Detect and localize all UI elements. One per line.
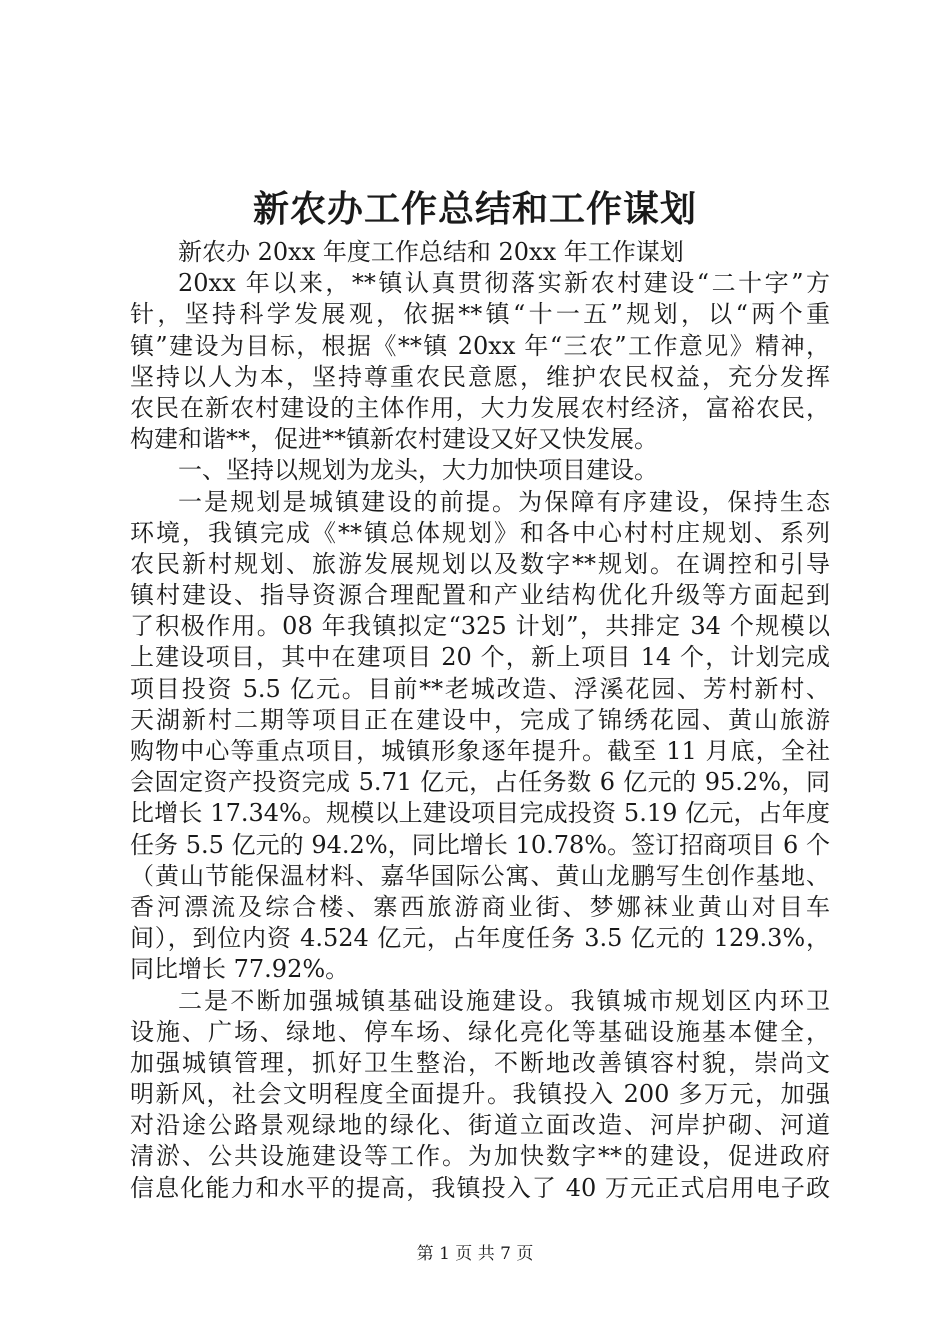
paragraph-line: （黄山节能保温材料、嘉华国际公寓、黄山龙鹏写生创作基地、 [130, 861, 830, 890]
paragraph-line: 环境，我镇完成《**镇总体规划》和各中心村村庄规划、系列 [130, 518, 830, 547]
paragraph-line: 同比增长 77.92%。 [130, 955, 350, 984]
paragraph-line: 香河漂流及综合楼、寨西旅游商业街、梦娜袜业黄山对目车 [130, 892, 830, 921]
paragraph-line: 天湖新村二期等项目正在建设中，完成了锦绣花园、黄山旅游 [130, 705, 830, 734]
paragraph-line: 设施、广场、绿地、停车场、绿化亮化等基础设施基本健全， [130, 1017, 830, 1046]
paragraph-line: 间），到位内资 4.524 亿元，占年度任务 3.5 亿元的 129.3%， [130, 924, 830, 953]
paragraph-line: 农民在新农村建设的主体作用，大力发展农村经济，富裕农民， [130, 393, 830, 422]
paragraph-line: 购物中心等重点项目，城镇形象逐年提升。截至 11 月底，全社 [130, 737, 830, 765]
paragraph-line: 会固定资产投资完成 5.71 亿元，占任务数 6 亿元的 95.2%，同 [130, 768, 830, 797]
subtitle-line: 新农办 20xx 年度工作总结和 20xx 年工作谋划 [178, 238, 684, 266]
paragraph-line: 了积极作用。08 年我镇拟定“325 计划”，共排定 34 个规模以 [130, 612, 830, 641]
paragraph-line: 坚持以人为本，坚持尊重农民意愿，维护农民权益，充分发挥 [130, 362, 830, 391]
paragraph-line: 任务 5.5 亿元的 94.2%，同比增长 10.78%。签订招商项目 6 个 [130, 830, 830, 859]
paragraph-line: 一是规划是城镇建设的前提。为保障有序建设，保持生态 [178, 487, 830, 516]
paragraph-line: 比增长 17.34%。规模以上建设项目完成投资 5.19 亿元，占年度 [130, 799, 830, 828]
paragraph-line: 上建设项目，其中在建项目 20 个，新上项目 14 个，计划完成 [130, 643, 830, 672]
section-heading: 一、坚持以规划为龙头，大力加快项目建设。 [178, 456, 658, 485]
paragraph-line: 镇”建设为目标，根据《**镇 20xx 年“三农”工作意见》精神， [130, 331, 830, 360]
paragraph-line: 20xx 年以来，**镇认真贯彻落实新农村建设“二十字”方 [178, 269, 830, 298]
paragraph-line: 明新风，社会文明程度全面提升。我镇投入 200 多万元，加强 [130, 1080, 830, 1109]
paragraph-line: 加强城镇管理，抓好卫生整治，不断地改善镇容村貌，崇尚文 [130, 1048, 830, 1077]
paragraph-line: 对沿途公路景观绿地的绿化、街道立面改造、河岸护砌、河道 [130, 1111, 830, 1140]
document-title: 新农办工作总结和工作谋划 [252, 188, 697, 230]
paragraph-line: 镇村建设、指导资源合理配置和产业结构优化升级等方面起到 [130, 581, 830, 610]
page-number-footer: 第 1 页 共 7 页 [416, 1244, 534, 1264]
paragraph-line: 农民新村规划、旅游发展规划以及数字**规划。在调控和引导 [130, 549, 830, 578]
paragraph-line: 针，坚持科学发展观，依据**镇“十一五”规划，以“两个重 [130, 300, 830, 329]
paragraph-line: 构建和谐**，促进**镇新农村建设又好又快发展。 [130, 425, 658, 454]
paragraph-line: 信息化能力和水平的提高，我镇投入了 40 万元正式启用电子政 [130, 1173, 830, 1202]
document-body [130, 237, 830, 1204]
paragraph-line: 清淤、公共设施建设等工作。为加快数字**的建设，促进政府 [130, 1142, 830, 1171]
paragraph-line: 二是不断加强城镇基础设施建设。我镇城市规划区内环卫 [178, 986, 830, 1015]
paragraph-line: 项目投资 5.5 亿元。目前**老城改造、浮溪花园、芳村新村、 [130, 674, 830, 703]
